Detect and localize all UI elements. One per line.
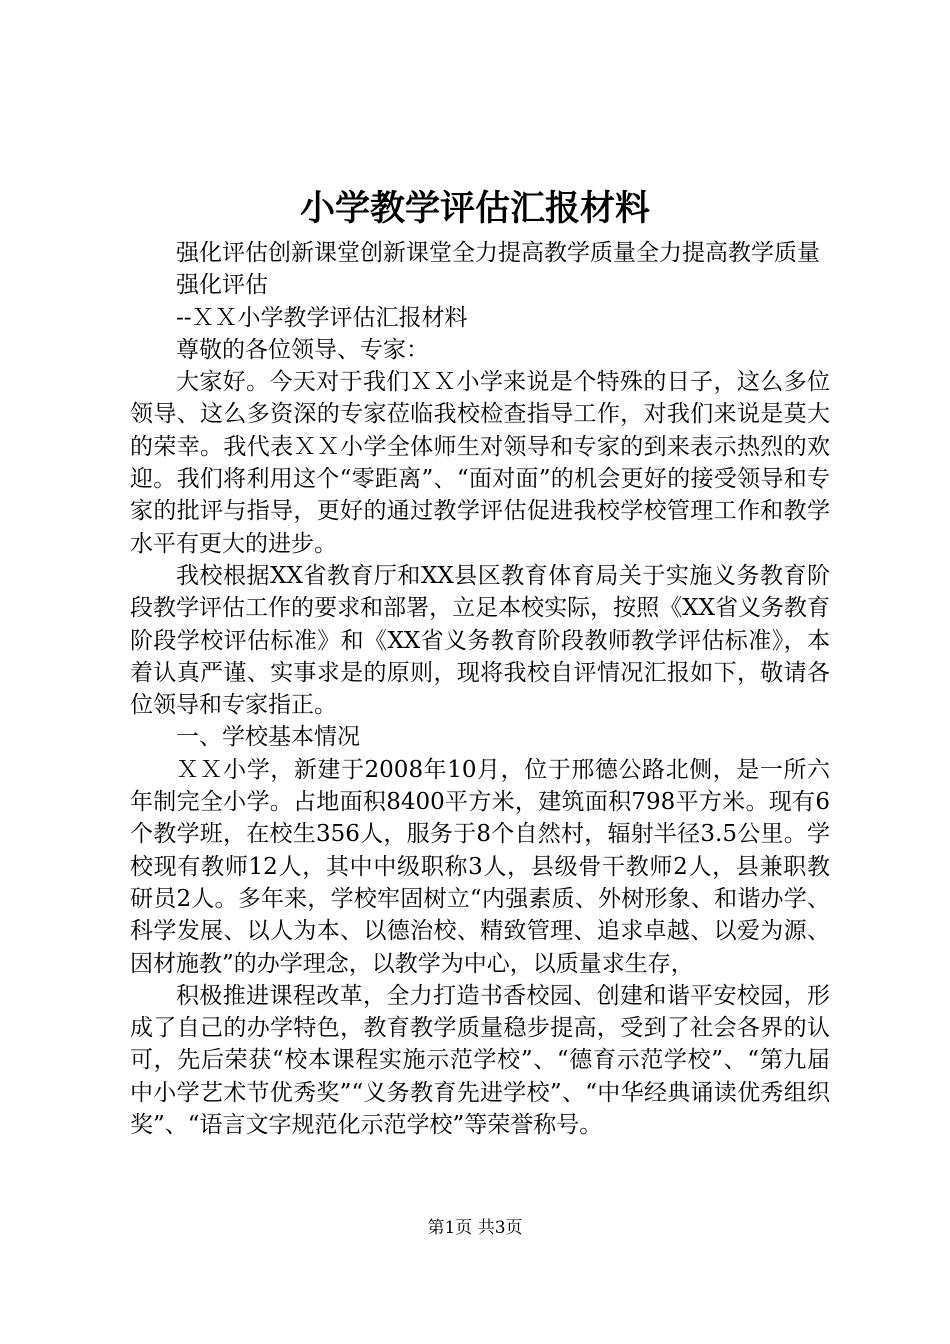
section-heading: 一、学校基本情况 — [176, 724, 360, 751]
paragraph-school-info: ＸＸ小学，新建于2008年10月，位于邢德公路北侧，是一所六年制完全小学。占地面积8400平方米，建筑面积798平方米。现有6个教学班，在校生356人，服务于8个自然村，辐射半径3.5公里。学校现有教师12人，其中中级职称3人，县级骨干教师2人，县兼职教研员2人。多年来，学校牢固树立“内强素质、外树形象、和谐办学、科学发展、以人为本、以德治校、精致管理、追求卓越、以爱为源、因材施教”的办学理念，以教学为中心，以质量求生存， — [130, 756, 830, 977]
paragraph-greeting: 大家好。今天对于我们ＸＸ小学来说是个特殊的日子，这么多位领导、这么多资深的专家莅临我校检查指导工作，对我们来说是莫大的荣幸。我代表ＸＸ小学全体师生对领导和专家的到来表示热烈的欢迎。我们将利用这个“零距离”、“面对面”的机会更好的接受领导和专家的批评与指导，更好的通过教学评估促进我校学校管理工作和教学水平有更大的进步。 — [130, 369, 830, 557]
paragraph-subtitle: --ＸＸ小学教学评估汇报材料 — [176, 304, 468, 331]
document-body — [130, 237, 830, 1141]
paragraph-salutation: 尊敬的各位领导、专家： — [176, 336, 429, 363]
document-title: 小学教学评估汇报材料 — [299, 188, 650, 229]
paragraph-achievements: 积极推进课程改革，全力打造书香校园、创建和谐平安校园，形成了自己的办学特色，教育教学质量稳步提高，受到了社会各界的认可，先后荣获“校本课程实施示范学校”、“德育示范学校”、“第九届中小学艺术节优秀奖”“义务教育先进学校”、“中华经典诵读优秀组织奖”、“语言文字规范化示范学校”等荣誉称号。 — [130, 982, 830, 1139]
paragraph-subheading: 强化评估 — [176, 272, 268, 299]
paragraph-heading-line: 强化评估创新课堂创新课堂全力提高教学质量全力提高教学质量 — [176, 240, 820, 266]
page-number: 第1页 共3页 — [427, 1218, 523, 1238]
paragraph-basis: 我校根据XX省教育厅和XX县区教育体育局关于实施义务教育阶段教学评估工作的要求和部署，立足本校实际，按照《XX省义务教育阶段学校评估标准》和《XX省义务教育阶段教师教学评估标准》，本着认真严谨、实事求是的原则，现将我校自评情况汇报如下，敬请各位领导和专家指正。 — [130, 562, 830, 719]
